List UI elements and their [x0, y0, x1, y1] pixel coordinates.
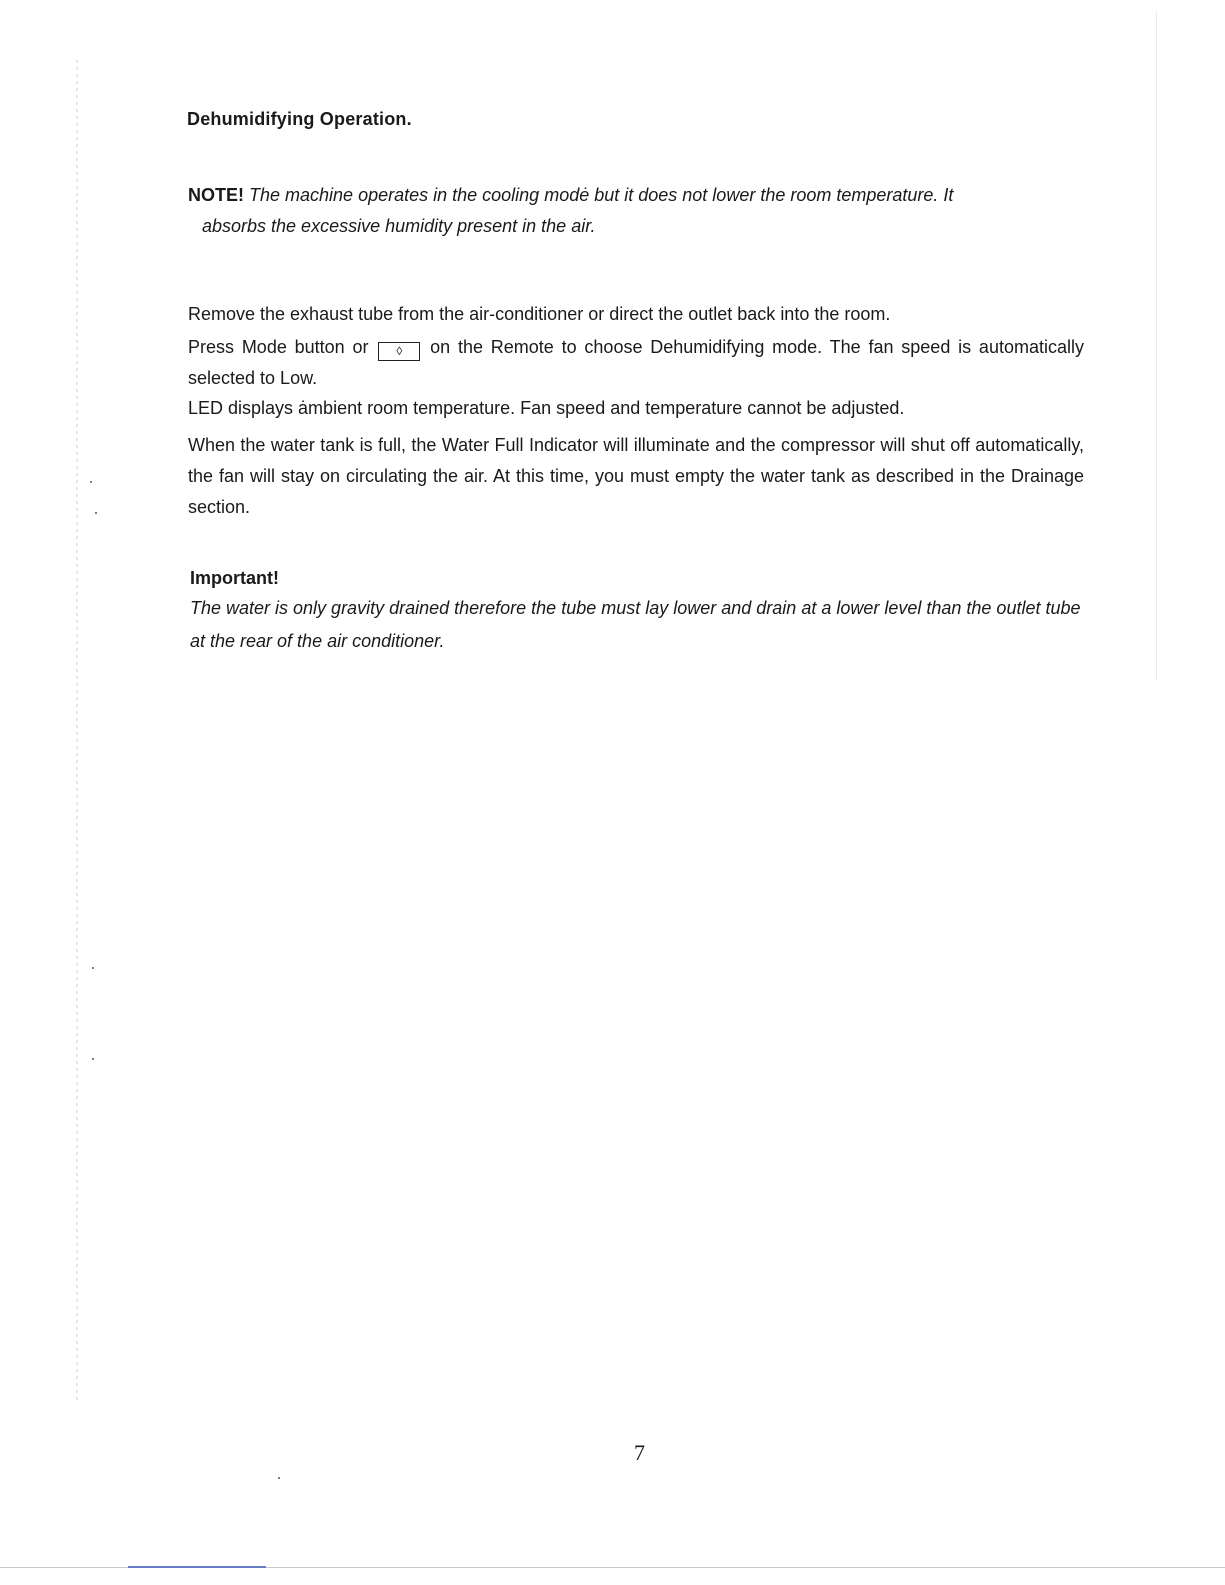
- note-block: [188, 180, 1088, 242]
- important-text: The water is only gravity drained therefore the tube must lay lower and drain at a lower level than the outlet tube at the rear of the air conditioner.: [190, 598, 1081, 651]
- scan-edge-left: [76, 60, 78, 1400]
- scan-speck: [92, 967, 94, 969]
- paragraph-press-mode: [188, 332, 1084, 394]
- note-label: NOTE!: [188, 185, 244, 205]
- paragraph-led-display: LED displays ȧmbient room temperature. Fan speed and temperature cannot be adjusted.: [188, 398, 905, 418]
- paragraph-press-mode-start: Press Mode button or: [188, 337, 369, 357]
- dehumidify-drop-icon: ◊: [378, 342, 420, 361]
- important-title: Important!: [190, 568, 279, 588]
- bottom-link-underline: [128, 1566, 266, 1568]
- paragraph-exhaust-tube: Remove the exhaust tube from the air-conditioner or direct the outlet back into the room.: [188, 304, 891, 324]
- section-heading: Dehumidifying Operation.: [187, 109, 412, 129]
- scan-speck: [95, 512, 97, 514]
- page-number: 7: [634, 1440, 645, 1465]
- paragraph-water-tank: When the water tank is full, the Water Full Indicator will illuminate and the compressor will shut off automatically, the fan will stay on circulating the air. At this time, you must empty the water tank as described in the Drainage section.: [188, 435, 1084, 517]
- note-line-2: absorbs the excessive humidity present in the air.: [202, 216, 596, 236]
- note-line-1: The machine operates in the cooling modė but it does not lower the room temperature. It: [249, 185, 954, 205]
- scan-speck: [92, 1058, 94, 1060]
- scan-speck: [90, 481, 92, 483]
- scan-edge-right: [1156, 10, 1157, 680]
- scan-speck: [278, 1477, 280, 1479]
- paragraph-press-mode-end: on the Remote to choose Dehumidifying mode. The fan speed is automatically selected to Low.: [188, 337, 1084, 388]
